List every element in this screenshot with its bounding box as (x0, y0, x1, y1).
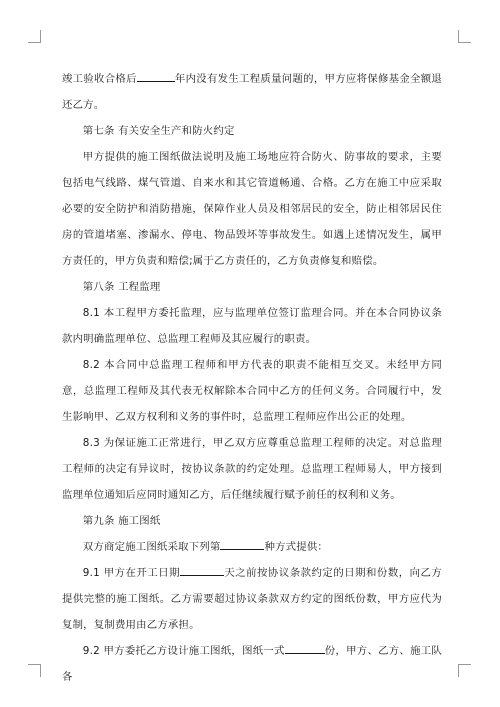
paragraph-drawing-method (62, 534, 442, 560)
text-segment: 天之前按协议条款约定的日期和份数，向乙方提供完整的施工图纸。乙方需要超过协议条款双方约定的图纸份数，甲方应代为复制，复制费用由乙方承担。 (62, 567, 443, 631)
paragraph-9-1 (62, 560, 442, 638)
text-segment: 9.2 甲方委托乙方设计施工图纸，图纸一式 (82, 645, 285, 657)
text-segment: 种方式提供： (264, 541, 329, 553)
fill-in-blank-years[interactable] (137, 81, 175, 82)
crop-mark-bottom-right (458, 664, 471, 677)
section-heading-drawings: 第九条 施工图纸 (82, 515, 161, 527)
paragraph-8-3: 8.3 为保证施工正常进行，甲乙双方应尊重总监理工程师的决定。对总监理工程师的决定有异议时，按协议条款的约定处理。总监理工程师易人，甲方接到监理单位通知后应同时通知乙方，后任继续履行赋予前任的权利和义务。 (62, 437, 442, 501)
fill-in-blank-days[interactable] (180, 575, 224, 576)
text-segment: 年内没有发生工程质量问题的，甲方应将保修基金全额退还乙方。 (62, 73, 442, 111)
paragraph-8-2: 8.2 本合同中总监理工程师和甲方代表的职责不能相互交叉。未经甲方同意，总监理工程师及其代表无权解除本合同中乙方的任何义务。合同履行中，发生影响甲、乙双方权利和义务的事件时，总监理工程师应作出公正的处理。 (62, 359, 442, 423)
fill-in-blank-copies[interactable] (285, 653, 325, 654)
text-segment: 竣工验收合格后 (62, 73, 137, 85)
paragraph-safety: 甲方提供的施工图纸做法说明及施工场地应符合防火、防事故的要求，主要包括电气线路、煤气管道、自来水和其它管道畅通、合格。乙方在施工中应采取必要的安全防护和消防措施，保障作业人员及相邻居民的安全，防止相邻居民住房的管道堵塞、渗漏水、停电、物品毁坏等事故发生。如遇上述情况发生，属甲方责任的，甲方负责和赔偿;属于乙方责任的，乙方负责修复和赔偿。 (62, 151, 442, 267)
document-body (62, 66, 442, 690)
paragraph-8-1: 8.1 本工程甲方委托监理，应与监理单位签订监理合同。并在本合同协议条款内明确监理单位、总监理工程师及其应履行的职责。 (62, 307, 442, 345)
section-heading-safety: 第七条 有关安全生产和防火约定 (82, 125, 235, 137)
crop-mark-bottom-left (28, 664, 41, 677)
section-heading-supervision: 第八条 工程监理 (82, 281, 161, 293)
text-segment: 双方商定施工图纸采取下列第 (82, 541, 221, 553)
paragraph-9-2 (62, 638, 442, 690)
text-segment: 9.1 甲方在开工日期 (82, 567, 181, 579)
crop-mark-top-right (458, 30, 471, 43)
crop-mark-top-left (28, 30, 41, 43)
text-segment: 份，甲方、乙方、施工队各 (62, 645, 443, 683)
paragraph-warranty-refund (62, 66, 442, 118)
fill-in-blank-method[interactable] (220, 549, 264, 550)
